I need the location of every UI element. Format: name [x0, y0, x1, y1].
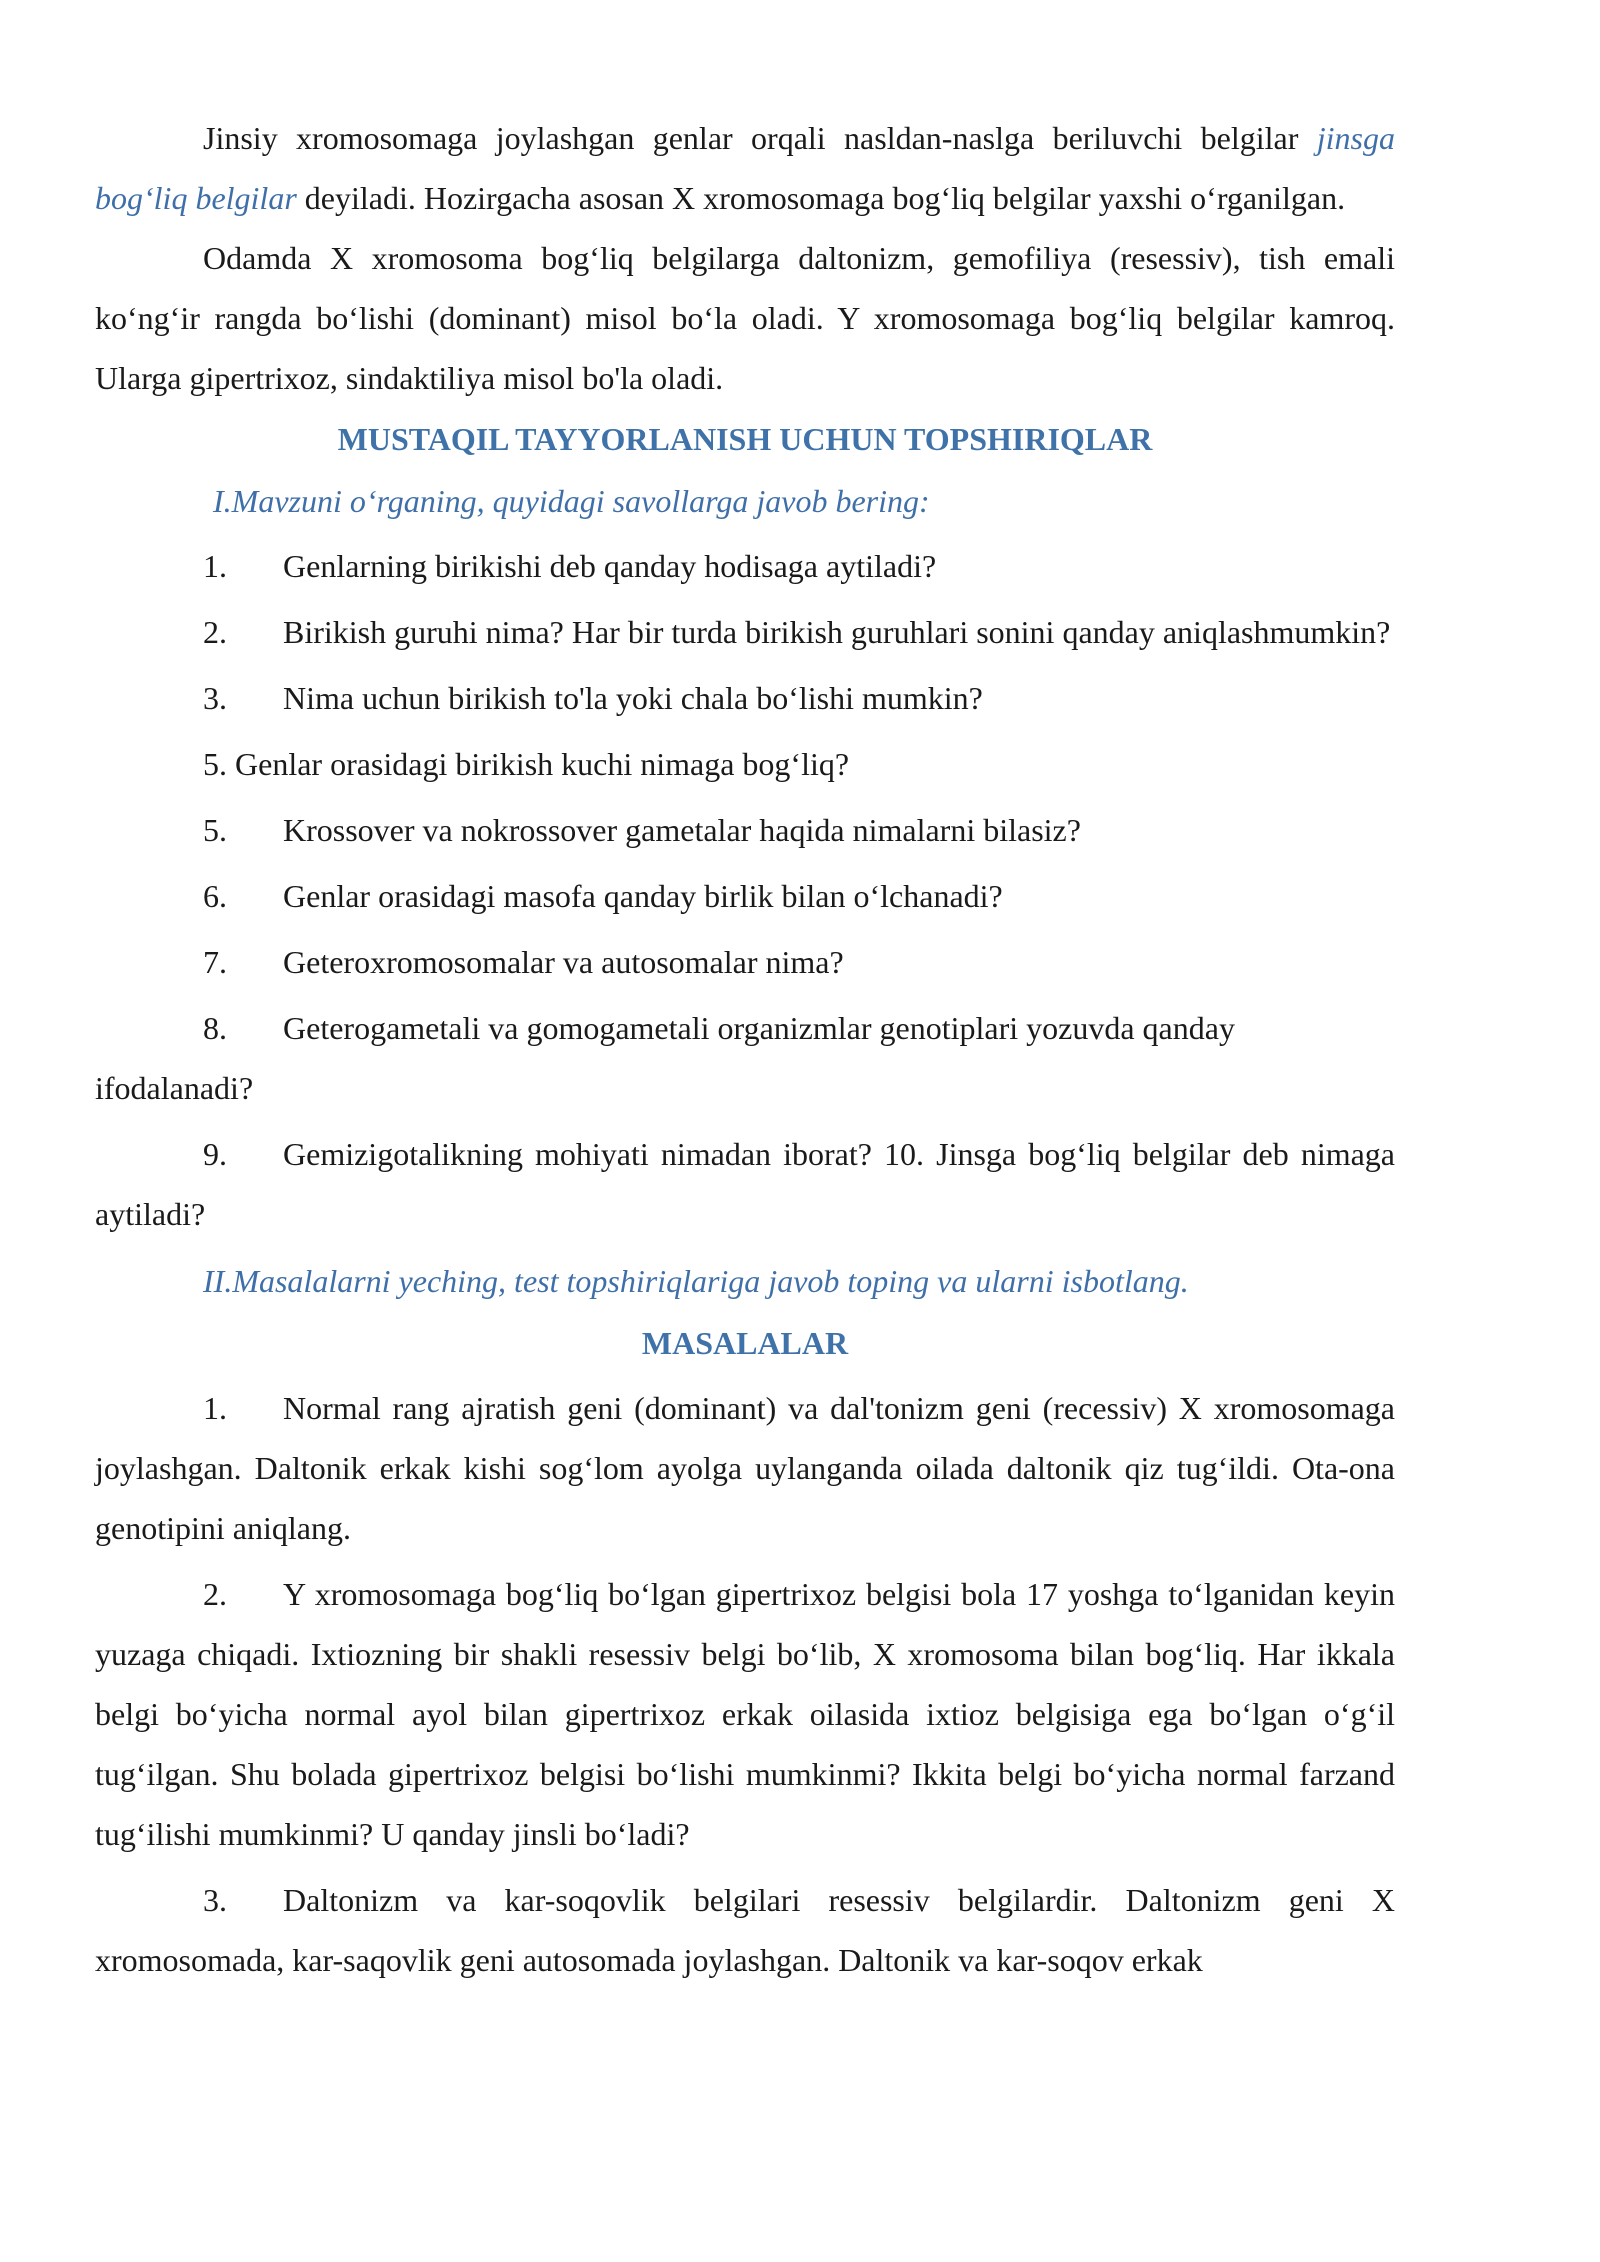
section1-subtitle: I.Mavzuni o‘rganing, quyidagi savollarga javob bering: — [213, 483, 930, 519]
question-item: 9. Gemizigotalikning mohiyati nimadan iborat? 10. Jinsga bog‘liq belgilar deb nimaga aytiladi? — [95, 1136, 1395, 1232]
intro-paragraph-2: Odamda X xromosoma bog‘liq belgilarga daltonizm, gemofiliya (resessiv), tish emali ko‘ng‘ir rangda bo‘lishi (dominant) misol bo‘la oladi. Y xromosomaga bog‘liq belgilar kamroq. Ularga gipertrixoz, sindaktiliya misol bo'la oladi. — [95, 240, 1395, 396]
section1-title: MUSTAQIL TAYYORLANISH UCHUN TOPSHIRIQLAR — [337, 421, 1153, 457]
term-sex-linked-traits: jinsga bog‘liq belgilar — [95, 120, 1395, 216]
intro-text-b: deyiladi. Hozirgacha asosan X xromosomaga bog‘liq belgilar yaxshi o‘rganilgan. — [296, 180, 1346, 216]
question-item: 5. Krossover va nokrossover gametalar haqida nimalarni bilasiz? — [203, 812, 1081, 848]
question-item: 1. Genlarning birikishi deb qanday hodisaga aytiladi? — [203, 548, 937, 584]
question-list — [95, 536, 1395, 1244]
question-item: 5. Genlar orasidagi birikish kuchi nimaga bog‘liq? — [203, 746, 850, 782]
section2-subtitle: II.Masalalarni yeching, test topshiriqlariga javob toping va ularni isbotlang. — [203, 1263, 1189, 1299]
problem-item: 1. Normal rang ajratish geni (dominant) va dal'tonizm geni (recessiv) X xromosomaga joylashgan. Daltonik erkak kishi sog‘lom ayolga uylanganda oilada daltonik qiz tug‘ildi. Ota-ona genotipini aniqlang. — [95, 1390, 1395, 1546]
question-item: 3. Nima uchun birikish to'la yoki chala bo‘lishi mumkin? — [203, 680, 983, 716]
question-item: 2. Birikish guruhi nima? Har bir turda birikish guruhlari sonini qanday aniqlashmumkin? — [203, 614, 1391, 650]
question-item: 8. Geterogametali va gomogametali organizmlar genotiplari yozuvda qanday ifodalanadi? — [95, 1010, 1235, 1106]
problem-list — [95, 1378, 1395, 1990]
intro-text-a: Jinsiy xromosomaga joylashgan genlar orqali nasldan-naslga beriluvchi belgilar — [203, 120, 1317, 156]
question-item: 6. Genlar orasidagi masofa qanday birlik bilan o‘lchanadi? — [203, 878, 1003, 914]
intro-paragraph-1 — [95, 108, 1395, 228]
problem-item: 2. Y xromosomaga bog‘liq bo‘lgan gipertrixoz belgisi bola 17 yoshga to‘lganidan keyin yuzaga chiqadi. Ixtiozning bir shakli resessiv belgi bo‘lib, X xromosoma bilan bog‘liq. Har ikkala belgi bo‘yicha normal ayol bilan gipertrixoz erkak oilasida ixtioz belgisiga ega bo‘lgan o‘g‘il tug‘ilgan. Shu bolada gipertrixoz belgisi bo‘lishi mumkinmi? Ikkita belgi bo‘yicha normal farzand tug‘ilishi mumkinmi? U qanday jinsli bo‘ladi? — [95, 1576, 1395, 1852]
question-item: 7. Geteroxromosomalar va autosomalar nima? — [203, 944, 844, 980]
problem-item: 3. Daltonizm va kar-soqovlik belgilari resessiv belgilardir. Daltonizm geni X xromosomada, kar-saqovlik geni autosomada joylashgan. Daltonik va kar-soqov erkak — [95, 1882, 1395, 1978]
section2-title: MASALALAR — [641, 1325, 849, 1361]
